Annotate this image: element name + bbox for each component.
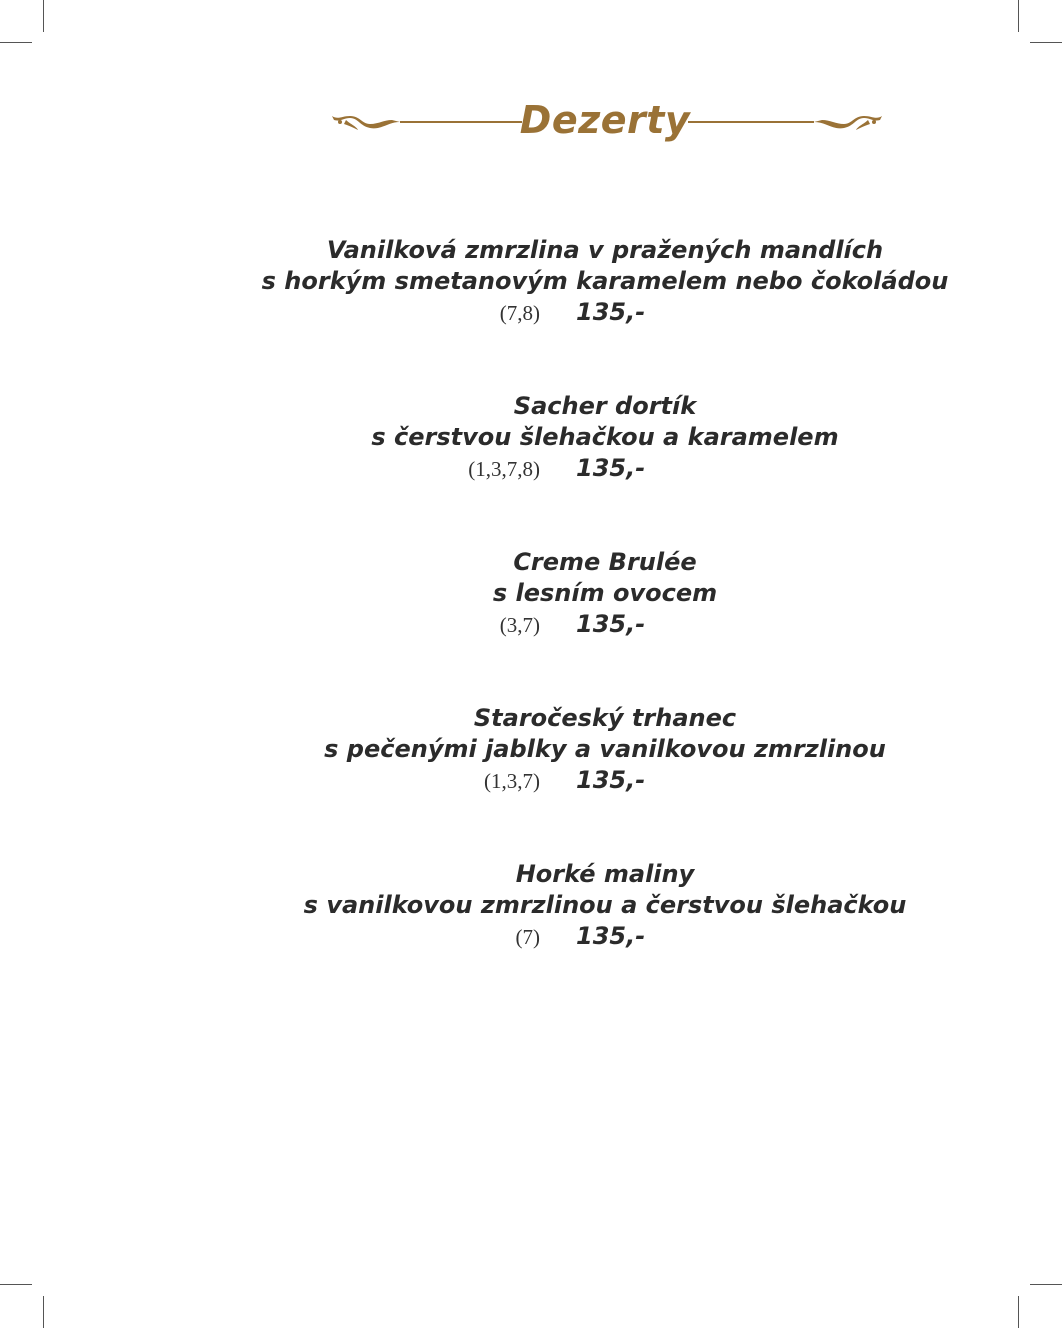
item-price: 135,- [576, 766, 646, 794]
page-title: Dezerty [519, 98, 691, 142]
menu-item [0, 235, 1062, 328]
menu-item [0, 547, 1062, 640]
item-description: s lesním ovocem [492, 579, 718, 607]
item-price: 135,- [576, 454, 646, 482]
item-price: 135,- [576, 298, 646, 326]
item-name: Vanilková zmrzlina v pražených mandlích [326, 236, 884, 264]
price-row [0, 297, 1062, 328]
item-name: Creme Brulée [513, 548, 697, 576]
right-ornament-icon [684, 110, 884, 134]
crop-mark [0, 42, 32, 43]
price-row [0, 765, 1062, 796]
section-heading [0, 96, 1062, 156]
crop-mark [1030, 1284, 1062, 1285]
item-name: Sacher dortík [513, 392, 697, 420]
crop-mark [0, 1284, 32, 1285]
item-allergens: (7) [515, 925, 540, 949]
menu-item [0, 703, 1062, 796]
item-allergens: (7,8) [499, 301, 540, 325]
item-price: 135,- [576, 922, 646, 950]
item-allergens: (1,3,7,8) [468, 457, 540, 481]
crop-mark [43, 1296, 44, 1328]
item-description: s vanilkovou zmrzlinou a čerstvou šlehačkou [303, 891, 907, 919]
price-row [0, 921, 1062, 952]
menu-item [0, 859, 1062, 952]
item-allergens: (3,7) [499, 613, 540, 637]
price-row [0, 453, 1062, 484]
crop-mark [1018, 0, 1019, 32]
price-row [0, 609, 1062, 640]
item-price: 135,- [576, 610, 646, 638]
item-description: s pečenými jablky a vanilkovou zmrzlinou [324, 735, 886, 763]
crop-mark [43, 0, 44, 32]
item-allergens: (1,3,7) [484, 769, 540, 793]
item-name: Staročeský trhanec [473, 704, 737, 732]
item-description: s čerstvou šlehačkou a karamelem [371, 423, 839, 451]
crop-mark [1018, 1296, 1019, 1328]
menu-item [0, 391, 1062, 484]
item-name: Horké maliny [515, 860, 695, 888]
item-description: s horkým smetanovým karamelem nebo čokoládou [261, 267, 949, 295]
crop-mark [1030, 42, 1062, 43]
